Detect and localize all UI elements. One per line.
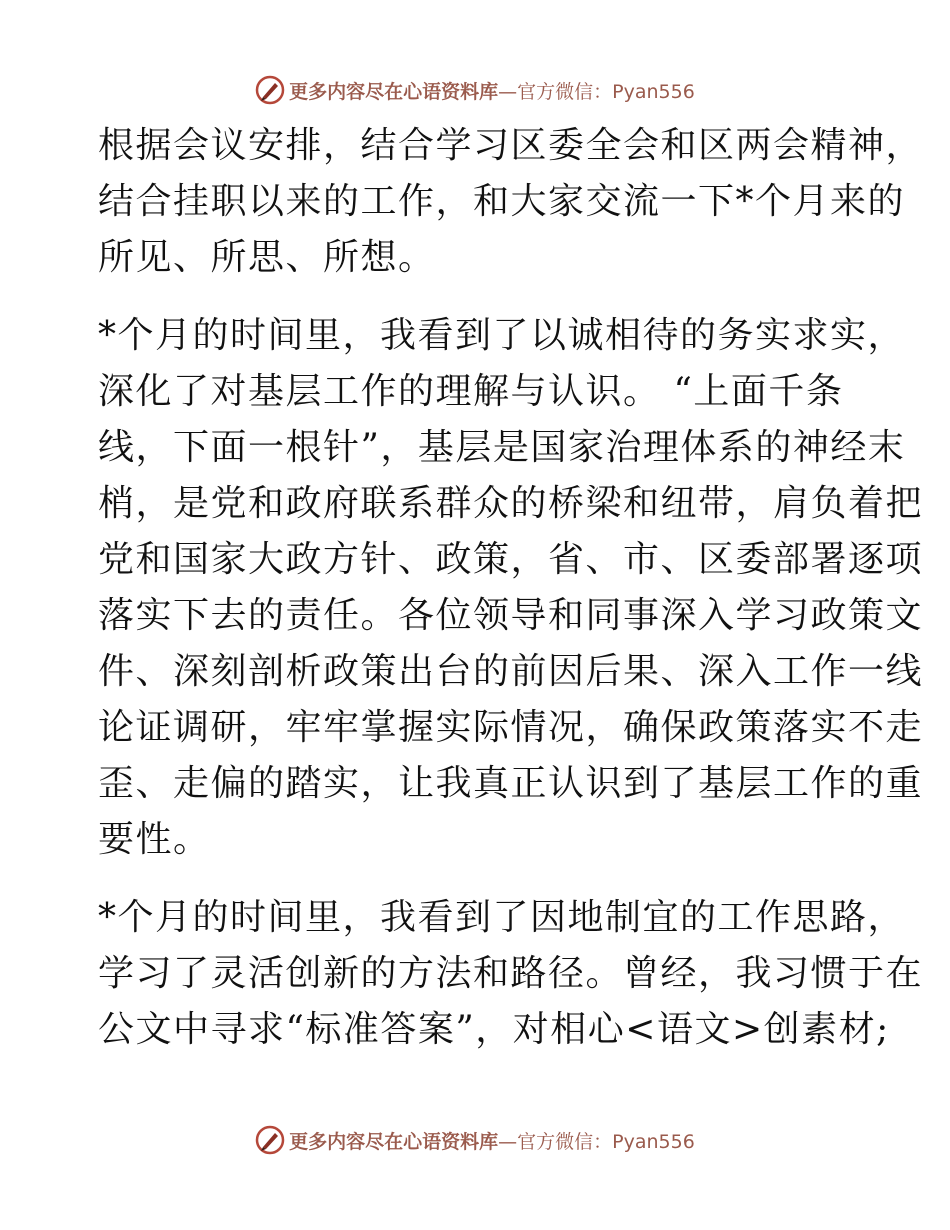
text-line: 根据会议安排，结合学习区委全会和区两会精神， xyxy=(98,125,924,166)
text-line: 论证调研，牢牢掌握实际情况，确保政策落实不走 xyxy=(98,707,924,748)
text-line: 件、深刻剖析政策出台的前因后果、深入工作一线 xyxy=(98,651,924,692)
pen-logo-icon xyxy=(255,75,285,105)
text-line: 梢，是党和政府联系群众的桥梁和纽带，肩负着把 xyxy=(98,483,924,524)
text-line: 要性。 xyxy=(98,819,211,860)
watermark-main-text: 更多内容尽在心语资料库 xyxy=(289,80,499,103)
paragraph-3 xyxy=(98,890,924,1058)
watermark-footer xyxy=(0,1118,950,1162)
paragraph-2 xyxy=(98,308,924,868)
text-line: 歪、走偏的踏实，让我真正认识到了基层工作的重 xyxy=(98,763,924,804)
watermark-sub-text: —官方微信：Pyan556 xyxy=(498,1130,695,1153)
text-line: *个月的时间里，我看到了因地制宜的工作思路， xyxy=(98,897,906,938)
watermark-main-text: 更多内容尽在心语资料库 xyxy=(289,1130,499,1153)
text-line: 线，下面一根针”，基层是国家治理体系的神经末 xyxy=(98,427,906,468)
text-line: 所见、所思、所想。 xyxy=(98,237,436,278)
watermark-sub-text: —官方微信：Pyan556 xyxy=(498,80,695,103)
watermark-header xyxy=(0,68,950,112)
text-line: 结合挂职以来的工作，和大家交流一下*个月来的 xyxy=(98,181,906,222)
text-line: 深化了对基层工作的理解与认识。 “上面千条 xyxy=(98,371,844,412)
text-line: 党和国家大政方针、政策，省、市、区委部署逐项 xyxy=(98,539,924,580)
pen-logo-icon xyxy=(255,1125,285,1155)
text-line: 落实下去的责任。各位领导和同事深入学习政策文 xyxy=(98,595,924,636)
text-line: *个月的时间里，我看到了以诚相待的务实求实， xyxy=(98,315,906,356)
text-line: 学习了灵活创新的方法和路径。曾经，我习惯于在 xyxy=(98,953,924,994)
paragraph-1 xyxy=(98,118,924,286)
document-body xyxy=(98,118,924,1058)
text-line: 公文中寻求“标准答案”，对相心<语文>创素材; xyxy=(98,1009,890,1050)
